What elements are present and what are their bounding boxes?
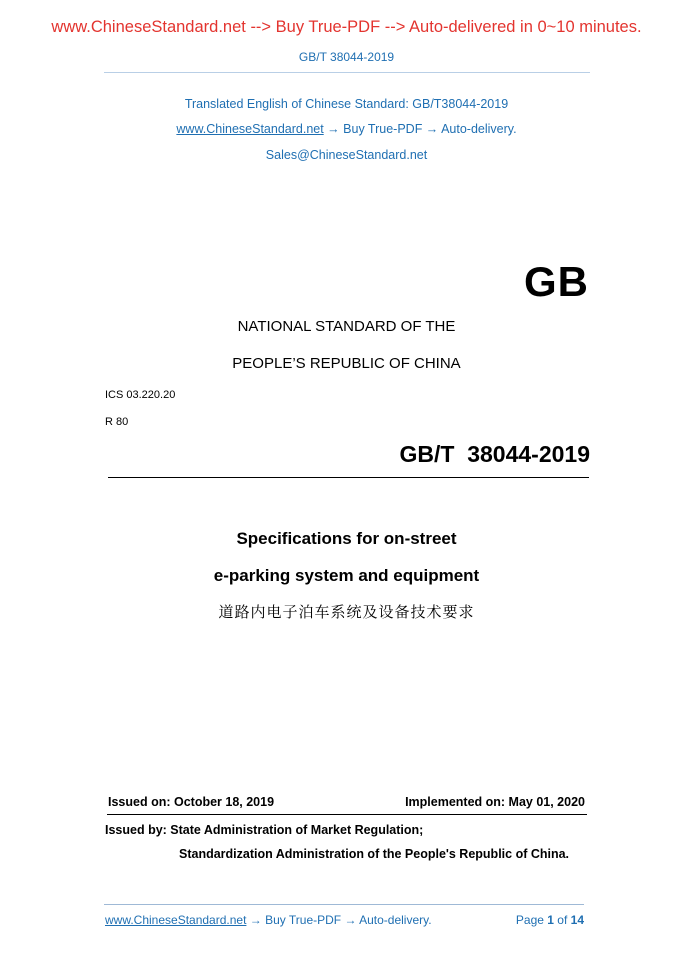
- issue-divider: [107, 814, 587, 815]
- national-standard-line-1: NATIONAL STANDARD OF THE: [237, 318, 456, 335]
- website-link[interactable]: www.ChineseStandard.net: [176, 122, 324, 136]
- sales-email-link[interactable]: Sales@ChineseStandard.net: [265, 148, 428, 162]
- of-label: of: [553, 913, 571, 927]
- translation-notice: Translated English of Chinese Standard: GB/T38044-2019: [184, 97, 509, 111]
- footer-divider: [104, 904, 584, 905]
- title-english-line-1: Specifications for on-street: [236, 529, 457, 548]
- standard-number-divider: [108, 477, 589, 478]
- classification-code: R 80: [105, 416, 129, 428]
- national-standard-line-2: PEOPLE’S REPUBLIC OF CHINA: [232, 355, 461, 372]
- standard-number: GB/T 38044-2019: [399, 441, 590, 467]
- promo-banner[interactable]: www.ChineseStandard.net --> Buy True-PDF --> Auto-delivered in 0~10 minutes.: [51, 18, 642, 36]
- issued-by: Issued by: State Administration of Market Regulation;: [105, 823, 424, 837]
- footer-purchase-text: → Buy True-PDF → Auto-delivery.: [246, 913, 432, 927]
- gb-logo: GB: [524, 258, 589, 305]
- running-header: GB/T 38044-2019: [298, 50, 395, 64]
- page-total: 14: [570, 913, 584, 927]
- footer-purchase-line: [105, 913, 432, 927]
- implemented-on-date: Implemented on: May 01, 2020: [405, 795, 585, 809]
- footer-website-link[interactable]: www.ChineseStandard.net: [105, 913, 247, 927]
- purchase-text: → Buy True-PDF → Auto-delivery.: [323, 122, 517, 136]
- page-number: 1: [547, 913, 554, 927]
- title-chinese: 道路内电子泊车系统及设备技术要求: [218, 604, 475, 621]
- header-divider: [104, 72, 590, 73]
- page-counter: [516, 913, 584, 927]
- purchase-line: [0, 122, 693, 136]
- issued-on-date: Issued on: October 18, 2019: [108, 795, 275, 809]
- page-label: Page: [515, 913, 548, 927]
- title-english-line-2: e-parking system and equipment: [213, 566, 480, 585]
- issued-by-second-authority: Standardization Administration of the People's Republic of China.: [179, 847, 570, 861]
- ics-code: ICS 03.220.20: [105, 389, 176, 401]
